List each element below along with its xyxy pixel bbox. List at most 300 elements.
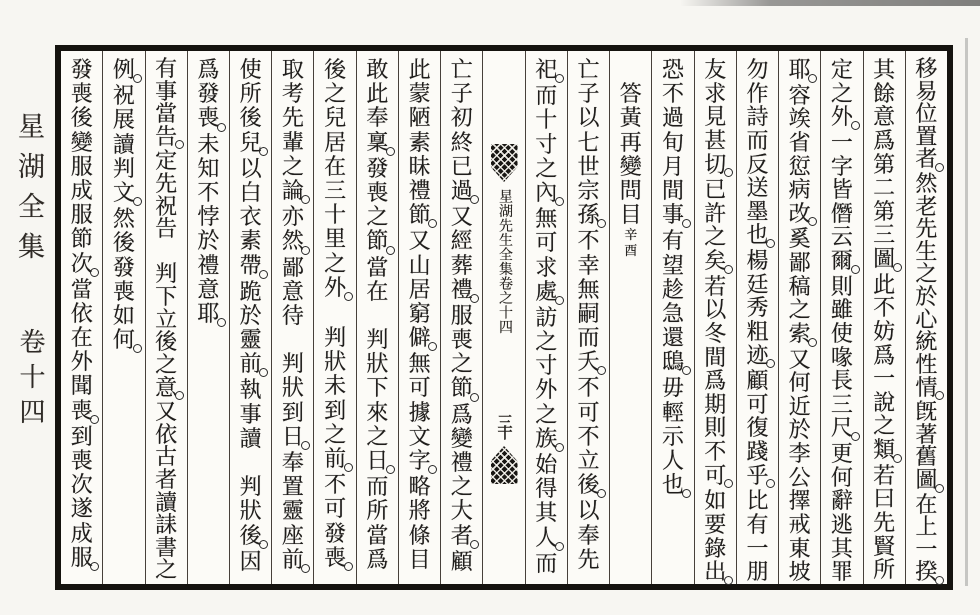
glyph: 之: [450, 351, 473, 377]
glyph: 答: [619, 81, 642, 107]
glyph: 意: [281, 278, 304, 304]
section-title-column: [609, 51, 651, 584]
glyph: 而: [746, 127, 769, 153]
glyph: 而: [577, 325, 600, 351]
printed-page-frame: [55, 45, 953, 590]
text-column: [440, 51, 482, 584]
glyph: 判: [324, 325, 347, 351]
glyph: 十: [535, 107, 558, 133]
glyph: 字: [830, 153, 853, 179]
glyph: 禮: [450, 450, 473, 475]
glyph: 又: [408, 228, 431, 254]
glyph: 聞: [70, 373, 93, 399]
glyph: 敢: [366, 57, 389, 82]
glyph: 不: [577, 375, 600, 401]
punctuation-circle: [555, 542, 564, 551]
punctuation-circle: [724, 168, 733, 177]
glyph: 前: [324, 446, 347, 471]
glyph: 依: [70, 300, 93, 326]
glyph: 有: [661, 228, 684, 254]
glyph: 先: [155, 171, 178, 197]
glyph: 錄: [704, 535, 727, 561]
text-column: [694, 51, 736, 584]
glyph: 何: [112, 327, 135, 353]
glyph: 喪: [324, 544, 347, 570]
punctuation-circle: [344, 562, 353, 571]
glyph: 踐: [746, 439, 769, 464]
punctuation-circle: [724, 265, 733, 274]
glyph: 之: [535, 329, 558, 355]
glyph: 戒: [788, 511, 811, 537]
glyph: 無: [408, 351, 431, 377]
glyph: 衣: [239, 204, 262, 230]
glyph: 素: [239, 228, 262, 254]
glyph: 變: [619, 153, 642, 179]
glyph: 擇: [788, 488, 811, 514]
glyph: 矣: [704, 248, 727, 273]
text-column: [525, 51, 567, 584]
glyph: 此: [408, 57, 431, 82]
glyph: 如: [112, 302, 135, 328]
glyph: 後: [239, 522, 262, 548]
glyph: 鄙: [281, 254, 304, 280]
punctuation-circle: [808, 338, 817, 347]
glyph: 耶: [788, 57, 811, 82]
glyph: 得: [535, 476, 558, 502]
glyph: 將: [408, 498, 431, 524]
punctuation-circle: [386, 147, 395, 156]
glyph: 已: [704, 177, 727, 203]
glyph: 文: [408, 423, 431, 449]
punctuation-circle: [217, 318, 226, 327]
glyph: 上: [915, 514, 938, 540]
glyph: 讀: [239, 425, 262, 451]
glyph: 後: [239, 105, 262, 131]
glyph: 又: [450, 204, 473, 230]
text-column: [356, 51, 398, 584]
glyph: 不: [661, 81, 684, 107]
glyph: 前: [281, 546, 304, 572]
punctuation-circle: [851, 121, 860, 130]
glyph: 初: [450, 105, 473, 131]
glyph: 許: [704, 200, 727, 226]
glyph: 使: [830, 320, 853, 346]
glyph: 先: [915, 216, 938, 242]
glyph: 然: [915, 171, 938, 197]
glyph: 之: [155, 557, 178, 583]
glyph: 判: [281, 351, 304, 377]
glyph: 以: [577, 105, 600, 131]
glyph: 節: [450, 375, 473, 401]
glyph: 論: [281, 177, 304, 203]
glyph: 書: [155, 534, 178, 560]
glyph: 文: [112, 179, 135, 205]
glyph: 意: [873, 104, 896, 130]
glyph: 大: [450, 498, 473, 524]
glyph: 可: [324, 496, 347, 522]
glyph: 迹: [746, 342, 769, 368]
glyph: 有: [746, 511, 769, 537]
text-column: [567, 51, 609, 584]
punctuation-circle: [808, 74, 817, 83]
glyph: 之: [155, 351, 178, 377]
glyph: 目: [408, 546, 431, 572]
glyph: 告: [155, 123, 178, 149]
glyph: 喙: [830, 344, 853, 370]
glyph: 使: [239, 57, 262, 82]
glyph: 竢: [788, 106, 811, 132]
glyph: 判: [112, 155, 135, 181]
glyph: 第: [873, 151, 896, 177]
glyph: 後: [324, 57, 347, 82]
glyph: 楊: [746, 248, 769, 273]
glyph: 輩: [281, 129, 304, 155]
glyph: 目: [619, 202, 642, 228]
glyph: 未: [197, 131, 220, 157]
glyph: 已: [450, 153, 473, 179]
text-column: [271, 51, 313, 584]
glyph: 置: [281, 474, 304, 500]
glyph: 人: [661, 448, 684, 473]
glyph: 七: [577, 129, 600, 155]
glyph: 前: [239, 351, 262, 377]
glyph: 里: [324, 226, 347, 252]
glyph: 在: [366, 278, 389, 304]
glyph: 祀: [535, 57, 558, 82]
glyph: 服: [70, 544, 93, 570]
glyph: 見: [704, 104, 727, 130]
glyph: 先: [577, 546, 600, 572]
glyph: 鄙: [788, 250, 811, 275]
glyph: 寸: [535, 353, 558, 379]
glyph: 圖: [915, 466, 938, 492]
glyph: 爲: [450, 401, 473, 427]
glyph: 狀: [239, 498, 262, 524]
glyph: 後: [70, 105, 93, 131]
glyph: 比: [746, 488, 769, 514]
glyph: 示: [661, 423, 684, 449]
glyph: 爲: [873, 127, 896, 153]
glyph: 三: [873, 222, 896, 248]
glyph: 展: [112, 107, 135, 133]
glyph: 發: [197, 81, 220, 107]
glyph: 過: [450, 177, 473, 203]
glyph: 條: [408, 522, 431, 548]
center-fold-column: [482, 51, 524, 584]
glyph: 辭: [830, 488, 853, 514]
glyph: 當: [155, 101, 178, 127]
glyph: 執: [239, 377, 262, 403]
glyph: 無: [535, 206, 558, 232]
glyph: 若: [873, 462, 896, 488]
glyph: 立: [155, 306, 178, 332]
punctuation-circle: [893, 263, 902, 272]
glyph: 古: [155, 444, 178, 470]
glyph: 雖: [830, 297, 853, 323]
glyph: 悖: [197, 204, 220, 230]
glyph: 皆: [830, 177, 853, 203]
glyph: 容: [788, 82, 811, 108]
glyph: 還: [661, 325, 684, 351]
glyph: 復: [746, 415, 769, 441]
punctuation-circle: [682, 489, 691, 498]
glyph: 處: [535, 278, 558, 304]
glyph: 靈: [281, 498, 304, 524]
glyph: 望: [661, 252, 684, 278]
glyph: 後: [577, 472, 600, 498]
glyph: 也: [746, 222, 769, 248]
punctuation-circle: [259, 270, 268, 279]
glyph: 此: [366, 81, 389, 107]
glyph: 之: [450, 474, 473, 500]
glyph: 輕: [661, 399, 684, 425]
glyph: 陋: [408, 105, 431, 131]
glyph: 性: [915, 351, 938, 377]
glyph: 以: [704, 297, 727, 323]
margin-collection-title: 星湖全集: [14, 112, 44, 272]
page-number: 三十: [495, 414, 512, 436]
glyph: 說: [873, 389, 896, 415]
glyph: 定: [830, 57, 853, 82]
glyph: 事: [239, 401, 262, 427]
glyph: 賢: [873, 533, 896, 559]
glyph: 之: [324, 81, 347, 107]
glyph: 亡: [577, 57, 600, 82]
glyph: 爲: [704, 368, 727, 394]
glyph: 下: [155, 284, 178, 310]
glyph: 鴟: [661, 349, 684, 375]
glyph: 次: [70, 250, 93, 276]
glyph: 可: [746, 391, 769, 417]
punctuation-circle: [851, 432, 860, 441]
glyph: 心: [915, 306, 938, 332]
glyph: 不: [704, 439, 727, 464]
glyph: 云: [830, 224, 853, 250]
glyph: 情: [915, 374, 938, 400]
glyph: 逃: [830, 511, 853, 537]
glyph: 夭: [577, 349, 600, 375]
glyph: 求: [704, 80, 727, 106]
glyph: 稟: [366, 129, 389, 155]
glyph: 始: [535, 452, 558, 477]
glyph: 爲: [197, 57, 220, 82]
glyph: 奚: [788, 226, 811, 252]
glyph: 待: [281, 302, 304, 328]
glyph: 甚: [704, 127, 727, 153]
glyph: 於: [239, 302, 262, 328]
glyph: 山: [408, 252, 431, 278]
glyph: 十: [324, 202, 347, 228]
glyph: 於: [915, 284, 938, 310]
glyph: 幸: [577, 252, 600, 278]
scan-edge-artifact: [965, 38, 968, 586]
glyph: 亡: [450, 57, 473, 82]
glyph: 判: [366, 327, 389, 353]
text-column: [102, 51, 144, 584]
glyph: 恐: [661, 57, 684, 82]
glyph: 坡: [788, 559, 811, 585]
glyph: 節: [70, 226, 93, 252]
glyph: 愆: [788, 153, 811, 179]
glyph: 而: [535, 83, 558, 109]
glyph: 到: [324, 397, 347, 423]
glyph: 三: [324, 177, 347, 203]
glyph: 然: [112, 206, 135, 232]
glyph: 再: [619, 129, 642, 155]
glyph: 喪: [197, 105, 220, 131]
glyph: 之: [704, 224, 727, 250]
punctuation-circle: [217, 123, 226, 132]
glyph: 考: [281, 81, 304, 107]
glyph: 內: [535, 179, 558, 205]
glyph: 祝: [155, 193, 178, 219]
glyph: 之: [535, 401, 558, 427]
glyph: 者: [450, 522, 473, 548]
glyph: 世: [577, 153, 600, 179]
glyph: 罪: [830, 559, 853, 585]
glyph: 可: [535, 230, 558, 256]
glyph: 其: [535, 500, 558, 526]
glyph: 不: [577, 228, 600, 254]
glyph: 於: [197, 228, 220, 254]
text-column: [651, 51, 693, 584]
section-date-glyph: 酉: [624, 243, 638, 259]
glyph: 知: [197, 155, 220, 181]
glyph: 過: [661, 105, 684, 131]
text-column: [145, 51, 187, 584]
glyph: 座: [281, 522, 304, 548]
glyph: 期: [704, 391, 727, 417]
glyph: 窮: [408, 300, 431, 326]
glyph: 當: [70, 276, 93, 302]
punctuation-circle: [386, 246, 395, 255]
glyph: 告: [155, 216, 178, 242]
punctuation-circle: [344, 463, 353, 472]
glyph: 置: [915, 123, 938, 149]
fishtail-ornament-icon: [491, 144, 518, 182]
glyph: 未: [324, 373, 347, 399]
glyph: 先: [281, 105, 304, 131]
glyph: 何: [830, 464, 853, 490]
punctuation-circle: [555, 197, 564, 206]
glyph: 喪: [112, 278, 135, 304]
punctuation-circle: [301, 246, 310, 255]
glyph: 更: [830, 441, 853, 466]
glyph: 詩: [746, 104, 769, 130]
glyph: 李: [788, 441, 811, 466]
glyph: 服: [450, 302, 473, 328]
glyph: 之: [788, 297, 811, 323]
glyph: 爲: [366, 546, 389, 572]
text-column: [313, 51, 355, 584]
text-column: [229, 51, 271, 584]
glyph: 黃: [619, 105, 642, 131]
glyph: 喪: [70, 397, 93, 423]
glyph: 不: [873, 295, 896, 321]
glyph: 改: [788, 200, 811, 226]
glyph: 節: [408, 202, 431, 228]
glyph: 一: [746, 535, 769, 561]
glyph: 求: [535, 254, 558, 280]
glyph: 之: [830, 80, 853, 106]
glyph: 無: [577, 276, 600, 302]
punctuation-circle: [555, 296, 564, 305]
glyph: 族: [535, 425, 558, 451]
glyph: 三: [830, 391, 853, 417]
glyph: 立: [577, 448, 600, 473]
glyph: 旣: [915, 399, 938, 425]
glyph: 到: [281, 399, 304, 425]
glyph: 何: [788, 370, 811, 396]
glyph: 之: [366, 423, 389, 449]
glyph: 舊: [915, 444, 938, 470]
glyph: 昧: [408, 153, 431, 179]
glyph: 圖: [873, 246, 896, 271]
glyph: 變: [70, 129, 93, 155]
glyph: 帶: [239, 252, 262, 278]
text-column: [736, 51, 778, 584]
glyph: 祝: [112, 83, 135, 109]
glyph: 素: [408, 129, 431, 155]
glyph: 索: [788, 320, 811, 346]
glyph: 禮: [408, 177, 431, 203]
glyph: 不: [197, 179, 220, 205]
glyph: 之: [535, 155, 558, 181]
punctuation-circle: [935, 576, 944, 585]
glyph: 朋: [746, 559, 769, 585]
glyph: 一: [830, 129, 853, 155]
glyph: 寸: [535, 131, 558, 157]
text-column: [398, 51, 440, 584]
glyph: 病: [788, 177, 811, 203]
glyph: 次: [70, 472, 93, 498]
glyph: 服: [70, 202, 93, 228]
glyph: 之: [281, 153, 304, 179]
text-column: [905, 51, 947, 584]
glyph: 易: [915, 78, 938, 104]
text-column: [187, 51, 229, 584]
glyph: 者: [915, 146, 938, 172]
glyph: 外: [324, 274, 347, 300]
glyph: 成: [70, 520, 93, 546]
glyph: 出: [704, 559, 727, 585]
text-column: [778, 51, 820, 584]
margin-volume-label: 卷十四: [16, 328, 45, 433]
glyph: 旬: [661, 129, 684, 155]
glyph: 喪: [70, 81, 93, 107]
glyph: 兒: [324, 105, 347, 131]
glyph: 省: [788, 129, 811, 155]
glyph: 在: [324, 153, 347, 179]
glyph: 奉: [577, 522, 600, 548]
glyph: 節: [366, 228, 389, 254]
glyph: 事: [155, 78, 178, 104]
glyph: 稿: [788, 273, 811, 299]
glyph: 所: [366, 498, 389, 524]
punctuation-circle: [766, 239, 775, 248]
glyph: 粗: [746, 318, 769, 344]
glyph: 到: [70, 423, 93, 449]
glyph: 可: [408, 375, 431, 401]
glyph: 據: [408, 399, 431, 425]
center-fold-book-title: 星湖先生全集卷之十四: [497, 189, 513, 334]
glyph: 不: [324, 472, 347, 498]
glyph: 耶: [197, 300, 220, 326]
punctuation-circle: [682, 219, 691, 228]
glyph: 字: [408, 448, 431, 473]
glyph: 類: [873, 437, 896, 462]
glyph: 發: [324, 520, 347, 546]
